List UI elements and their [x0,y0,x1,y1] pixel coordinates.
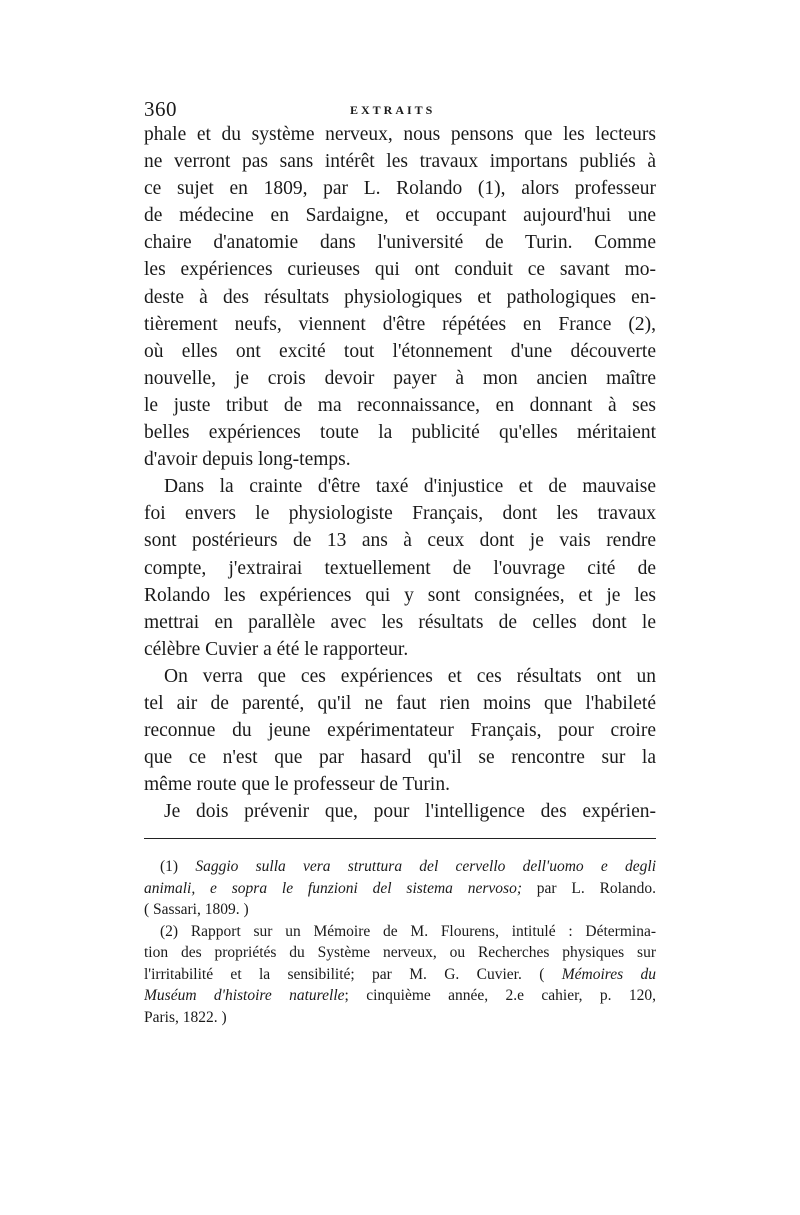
footnote-segment: Paris, 1822. ) [144,1008,227,1026]
footnote-line [144,964,656,986]
footnote-segment: ( Sassari, 1809. ) [144,901,249,918]
footnote-line [144,921,656,943]
footnotes [144,856,656,1028]
footnote-segment: (1) [160,858,196,875]
text-line: mettrai en parallèle avec les résultats de celles dont le [144,611,656,633]
footnote-segment: ; cinquième année, 2.e cahier, p. 120, [344,987,656,1004]
text-line: où elles ont excité tout l'étonnement d'une découverte [144,340,656,362]
footnote-rule [144,838,656,839]
text-line: de médecine en Sardaigne, et occupant aujourd'hui une [144,205,656,227]
text-line: nouvelle, je crois devoir payer à mon ancien maître [144,367,656,389]
footnote-segment: Saggio sulla vera struttura del cervello dell'uomo e degli [195,858,656,875]
text-line: que ce n'est que par hasard qu'il se rencontre sur la [144,747,656,769]
text-line: ne verront pas sans intérêt les travaux importans publiés à [144,151,656,173]
footnote-segment: tion des propriétés du Système nerveux, ou Recherches physiques sur [144,944,656,961]
text-line: phale et du système nerveux, nous pensons que les lecteurs [144,124,656,145]
footnote-segment: (2) Rapport sur un Mémoire de M. Flourens, intitulé : Détermina- [160,922,656,940]
footnote-line [144,985,656,1007]
text-line: d'avoir depuis long-temps. [144,449,351,471]
text-line: sont postérieurs de 13 ans à ceux dont je vais rendre [144,530,656,552]
text-line: belles expériences toute la publicité qu'elles méritaient [144,422,656,444]
footnote-line [144,878,656,900]
text-line: reconnue du jeune expérimentateur Français, pour croire [144,720,656,742]
footnote-segment: l'irritabilité et la sensibilité; par M. G. Cuvier. ( [144,965,562,983]
body-text [144,121,656,825]
text-line: deste à des résultats physiologiques et pathologiques en- [144,286,656,308]
text-line: Je dois prévenir que, pour l'intelligence des expérien- [164,801,656,823]
text-line: ce sujet en 1809, par L. Rolando (1), alors professeur [144,178,656,200]
footnote-line [144,942,656,964]
text-line: chaire d'anatomie dans l'université de Turin. Comme [144,232,656,254]
text-line: Dans la crainte d'être taxé d'injustice et de mauvaise [164,476,656,498]
text-line: On verra que ces expériences et ces résultats ont un [164,665,656,687]
footnote-line [144,899,656,921]
text-line: tièrement neufs, viennent d'être répétées en France (2), [144,313,656,335]
text-line: foi envers le physiologiste Français, dont les travaux [144,503,656,525]
footnote-segment: par L. Rolando. [521,879,656,897]
footnote-line [144,856,656,878]
text-line: même route que le professeur de Turin. [144,774,450,796]
footnote-segment: Mémoires du [561,965,656,983]
footnote-segment: animali, e sopra le funzioni del sistema nervoso; [144,879,522,897]
page-header [144,97,656,121]
text-line: célèbre Cuvier a été le rapporteur. [144,638,409,660]
running-head: EXTRAITS [350,103,436,117]
text-line: le juste tribut de ma reconnaissance, en donnant à ses [144,394,656,416]
page-number: 360 [144,97,177,121]
text-line: tel air de parenté, qu'il ne faut rien moins que l'habileté [144,692,656,714]
footnote-line [144,1007,656,1029]
footnote-segment: Muséum d'histoire naturelle [144,987,345,1004]
text-line: les expériences curieuses qui ont conduit ce savant mo- [144,259,656,281]
text-line: Rolando les expériences qui y sont consignées, et je les [144,584,656,606]
text-line: compte, j'extrairai textuellement de l'ouvrage cité de [144,557,656,579]
